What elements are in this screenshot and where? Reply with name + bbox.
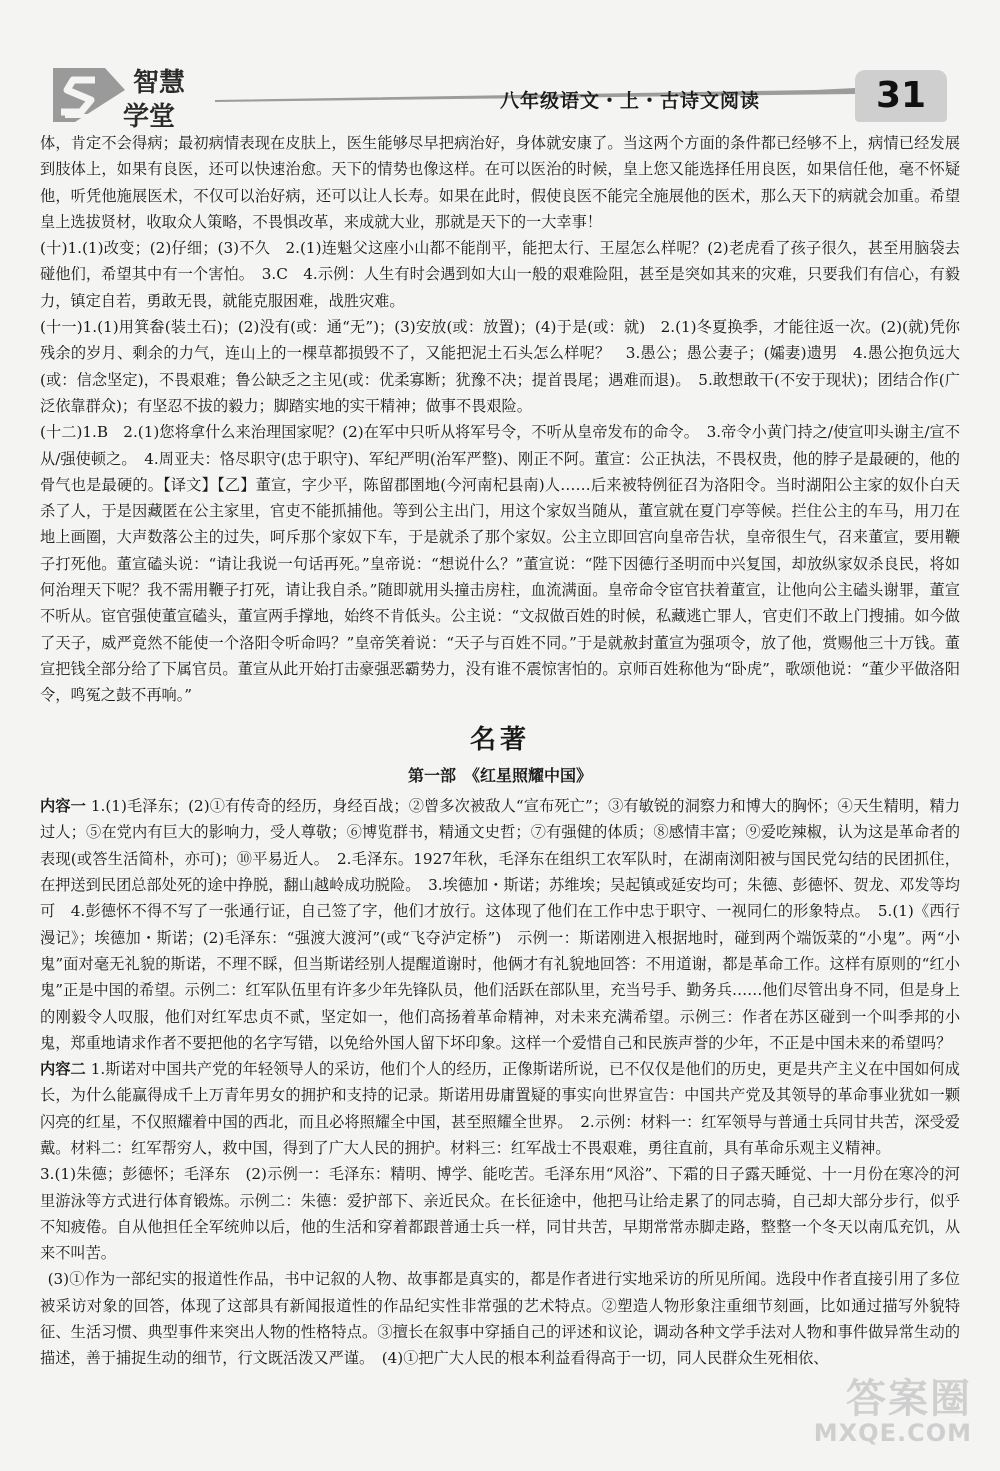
logo-text-bottom: 学堂: [123, 102, 176, 132]
paragraph: 体，肯定不会得病；最初病情表现在皮肤上，医生能够尽早把病治好，身体就安康了。当这两个方面的条件都已经够不上，病情已经发展到肢体上，如果有良医，还可以快速治愈。天下的情势也像这样。在可以医治的时候，皇上您又能选择任用良医，如果信任他，毫不怀疑他，听凭他施展医术，不仅可以治好病，还可以让人长寿。如果在此时，假使良医不能完全施展他的医术，那么天下的病就会加重。希望皇上选拔贤材，收取众人策略，不畏惧改革，来成就大业，那就是天下的一大幸事！: [40, 134, 960, 231]
paragraph: 3.(1)朱德；彭德怀；毛泽东 (2)示例一：毛泽东：精明、博学、能吃苦。毛泽东用“风浴”、下霜的日子露天睡觉、十一月份在寒冷的河里游泳等方式进行体育锻炼。示例二：朱德：爱护部下、亲近民众。在长征途中，他把马让给走累了的同志骑，自己却大部分步行，似乎不知疲倦。自从他担任全军统帅以后，他的生活和穿着都跟普通士兵一样，同甘共苦，早期常常赤脚走路，整整一个冬天以南瓜充饥，从来不叫苦。: [40, 1165, 960, 1263]
logo-mark-icon: [45, 60, 135, 130]
content-one-text: 1.(1)毛泽东；(2)①有传奇的经历，身经百战；②曾多次被敌人“宣布死亡”；③有敏锐的洞察力和博大的胸怀；④天生精明，精力过人；⑤在党内有巨大的影响力，受人尊敬；⑥博览群书，精通文史哲；⑦有强健的体质；⑧感情丰富；⑨爱吃辣椒，认为这是革命者的表现(或答生活简朴，亦可)；⑩平易近人。 2.毛泽东。1927年秋，毛泽东在组织工农军队时，在湖南浏阳被与国民党勾结的民团抓住，在押送到民团总部处死的途中挣脱，翻山越岭成功脱险。 3.埃德加・斯诺；苏维埃；吴起镇或延安均可；朱德、彭德怀、贺龙、邓发等均可 4.彭德怀不得不写了一张通行证，自己签了字，他们才放行。这体现了他们在工作中忠于职守、一视同仁的形象特点。 5.(1)《西行漫记》；埃德加・斯诺；(2)毛泽东：“强渡大渡河”(或“飞夺泸定桥”) 示例一：斯诺刚进入根据地时，碰到两个端饭菜的“小鬼”。两“小鬼”面对毫无礼貌的斯诺，不理不睬，但当斯诺经别人提醒道谢时，他俩才有礼貌地回答：不用道谢，都是革命工作。这样有原则的“红小鬼”正是中国的希望。示例二：红军队伍里有许多少年先锋队员，他们活跃在部队里，充当号手、勤务兵……他们尽管出身不同，但是身上的刚毅令人叹服，他们对红军忠贞不贰，坚定如一，他们高扬着革命精神，对未来充满希望。示例三：作者在苏区碰到一个叫季邦的小鬼，郑重地请求作者不要把他的名字写错，以免给外国人留下坏印象。这样一个爱惜自己和民族声誉的少年，不正是中国未来的希望吗？: [40, 797, 961, 1052]
paragraph: (十二)1.B 2.(1)您将拿什么来治理国家呢？(2)在军中只听从将军号令，不听从皇帝发布的命令。 3.帝令小黄门持之/使宣叩头谢主/宣不从/强使顿之。 4.周亚夫：恪尽职守(忠于职守)、军纪严明(治军严整)、刚正不阿。董宣：公正执法，不畏权贵，他的脖子是最硬的，他的骨气也是最硬的。【译文】【乙】董宣，字少平，陈留郡圉地(今河南杞县南)人……后来被特例征召为洛阳令。当时湖阳公主家的奴仆白天杀了人，于是因藏匿在公主家里，官吏不能抓捕他。等到公主出门，用这个家奴当随从，董宣就在夏门亭等候。拦住公主的车马，用刀在地上画圈，大声数落公主的过失，呵斥那个家奴下车，于是就杀了那个家奴。公主立即回宫向皇帝告状，皇帝很生气，召来董宣，要用鞭子打死他。董宣磕头说：“请让我说一句话再死。”皇帝说：“想说什么？”董宣说：“陛下因德行圣明而中兴复国，却放纵家奴杀良民，将如何治理天下呢？我不需用鞭子打死，请让我自杀。”随即就用头撞击房柱，血流满面。皇帝命令宦官扶着董宣，让他向公主磕头谢罪，董宣不听从。宦官强使董宣磕头，董宣两手撑地，始终不肯低头。公主说：“文叔做百姓的时候，私藏逃亡罪人，官吏们不敢上门搜捕。如今做了天子，威严竟然不能使一个洛阳令听命吗？”皇帝笑着说：“天子与百姓不同。”于是就赦封董宣为强项令，放了他，赏赐他三十万钱。董宣把钱全部分给了下属官员。董宣从此开始打击豪强恶霸势力，没有谁不震惊害怕的。京师百姓称他为“卧虎”，歌颂他说：“董少平做洛阳令，鸣冤之鼓不再响。”: [40, 423, 960, 705]
content-one-label: 内容一: [40, 797, 86, 816]
paragraph: (十一)1.(1)用箕畚(装土石)；(2)没有(或：通“无”)；(3)安放(或：放置)；(4)于是(或：就) 2.(1)冬夏换季，才能往返一次。(2)(就)凭你残余的岁月、剩余的力气，连山上的一棵草都损毁不了，又能把泥土石头怎么样呢？ 3.愚公；愚公妻子；(孀妻)遗男 4.愚公抱负远大(或：信念坚定)，不畏艰难；鲁公缺乏之主见(或：优柔寡断；犹豫不决；提首畏尾；遇难而退)。 5.敢想敢干(不安于现状)；团结合作(广泛依靠群众)；有坚忍不拔的毅力；脚踏实地的实干精神；做事不畏艰险。: [40, 318, 960, 415]
header-title: 八年级语文・上・古诗文阅读: [500, 90, 761, 112]
content-two-paragraph: [40, 1056, 960, 1161]
page-header: [0, 0, 1000, 130]
logo-text-top: 智慧: [133, 68, 186, 98]
paragraph: (3)①作为一部纪实的报道性作品，书中记叙的人物、故事都是真实的，都是作者进行实地采访的所见所闻。选段中作者直接引用了多位被采访对象的回答，体现了这部具有新闻报道性的作品纪实性非常强的艺术特点。②塑造人物形象注重细节刻画，比如通过描写外貌特征、生活习惯、典型事件来突出人物的性格特点。③擅长在叙事中穿插自己的评述和议论，调动各种文学手法对人物和事件做异常生动的描述，善于捕捉生动的细节，行文既活泼又严谨。 (4)①把广大人民的根本利益看得高于一切，同人民群众生死相依、: [40, 1270, 960, 1368]
page-number: 31: [855, 70, 947, 122]
watermark-text: 答案圈: [846, 1376, 972, 1422]
answer-content: [40, 130, 960, 1372]
content-two-label: 内容二: [40, 1060, 86, 1079]
paragraph: (十)1.(1)改变；(2)仔细；(3)不久 2.(1)连魁父这座小山都不能削平，能把太行、王屋怎么样呢？(2)老虎看了孩子很久，甚至用脑袋去碰他们，希望其中有一个害怕。 3.C 4.示例：人生有时会遇到如大山一般的艰难险阻，甚至是突如其来的灾难，只要我们有信心，有毅力，镇定自若，勇敢无畏，就能克服困难，战胜灾难。: [40, 239, 960, 310]
section-title: 名著: [469, 724, 530, 755]
content-one-paragraph: [40, 793, 960, 1056]
watermark-url: MXQE.COM: [813, 1419, 972, 1447]
watermark: [782, 1367, 982, 1457]
content-two-text: 1.斯诺对中国共产党的年轻领导人的采访，他们个人的经历，正像斯诺所说，已不仅仅是他们的历史，更是共产主义在中国如何成长，为什么能赢得成千上万青年男女的拥护和支持的记录。斯诺用毋庸置疑的事实向世界宣告：中国共产党及其领导的革命事业犹如一颗闪亮的红星，不仅照耀着中国的西北，而且必将照耀全中国，甚至照耀全世界。 2.示例：材料一：红军领导与普通士兵同甘共苦，深受爱戴。材料二：红军帮穷人，救中国，得到了广大人民的拥护。材料三：红军战士不畏艰难，勇往直前，具有革命乐观主义精神。: [40, 1060, 960, 1157]
part-title: 第一部 《红星照耀中国》: [407, 765, 592, 785]
